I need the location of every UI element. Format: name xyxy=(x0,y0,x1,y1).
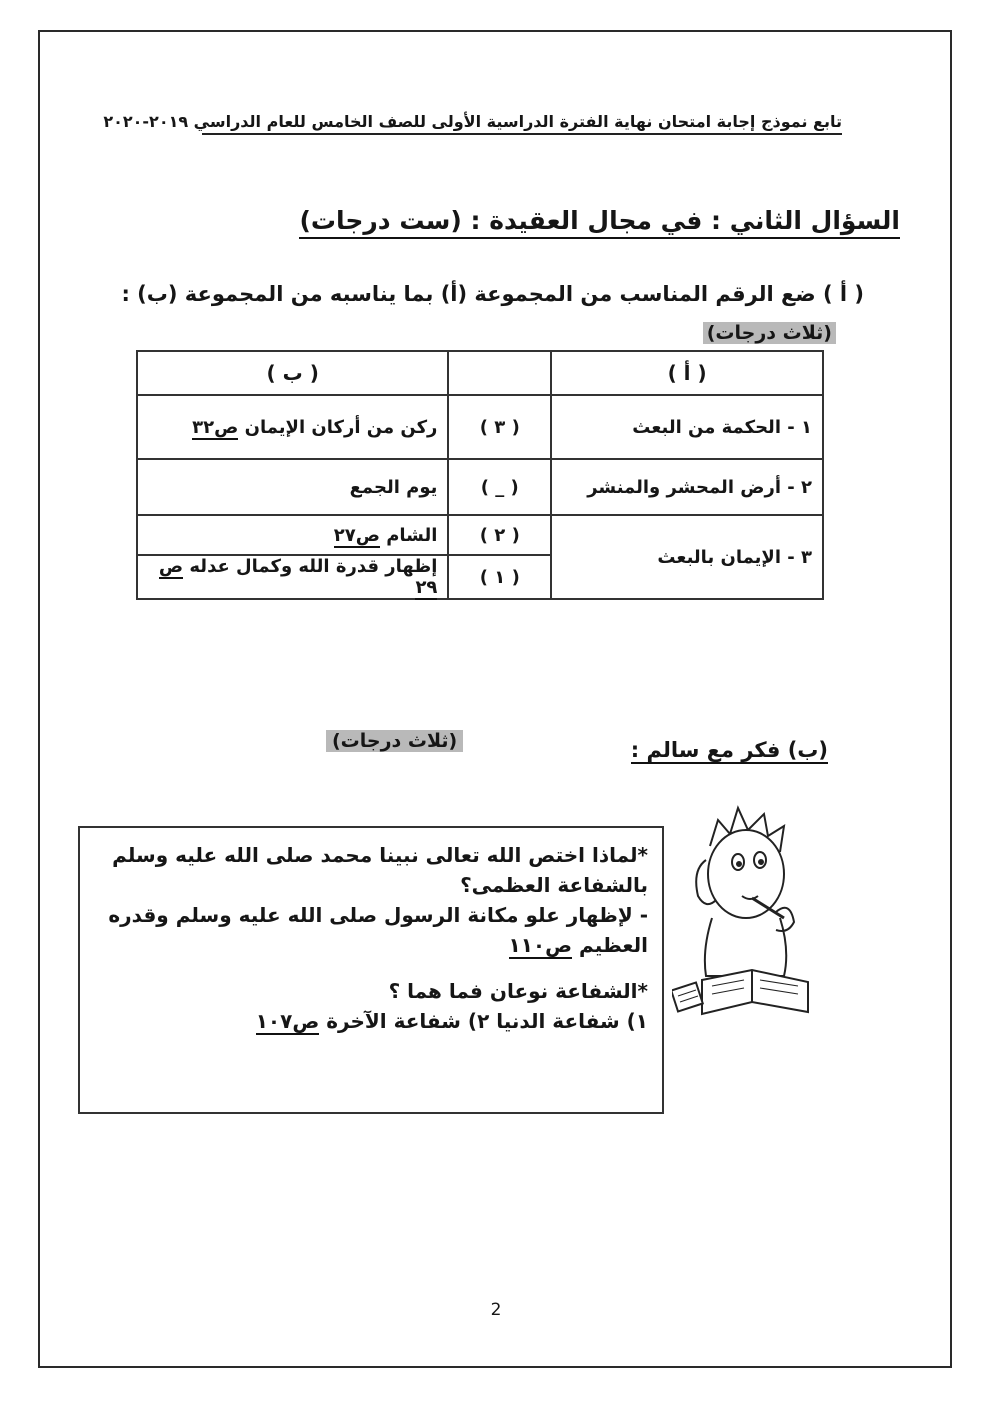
page-ref: ص ٢٩ xyxy=(158,556,438,598)
part-b-marks: (ثلاث درجات) xyxy=(326,730,463,752)
group-b-item xyxy=(137,515,448,555)
page-ref: ص١١٠ xyxy=(508,933,573,957)
question-title: السؤال الثاني : في مجال العقيدة : (ست درجات) xyxy=(299,206,900,239)
question-1: *لماذا اختص الله تعالى نبينا محمد صلى الله عليه وسلم بالشفاعة العظمى؟ xyxy=(112,843,648,897)
matching-table xyxy=(136,350,824,600)
group-b-text: ركن من أركان الإيمان xyxy=(238,416,438,438)
answer-cell: ( ٢ ) xyxy=(448,515,551,555)
answer-cell: ( ٣ ) xyxy=(448,395,551,459)
group-b-item xyxy=(137,395,448,459)
part-a-marks: (ثلاث درجات) xyxy=(703,322,836,344)
table-row xyxy=(137,515,823,555)
answer-cell: ( _ ) xyxy=(448,459,551,515)
group-b-item xyxy=(137,459,448,515)
answer-box xyxy=(78,826,664,1114)
header-answer xyxy=(448,351,551,395)
group-a-item: ١ - الحكمة من البعث xyxy=(551,395,823,459)
page-ref: ص١٠٧ xyxy=(255,1009,320,1033)
page-header: تابع نموذج إجابة امتحان نهاية الفترة الدراسية الأولى للصف الخامس للعام الدراسي ٢٠١٩-٢٠٢٠ xyxy=(202,112,842,135)
page-number: 2 xyxy=(490,1300,502,1320)
page-ref: ص٢٧ xyxy=(333,524,380,546)
header-group-a: ( أ ) xyxy=(551,351,823,395)
page-ref: ص٣٢ xyxy=(192,416,239,438)
table-row xyxy=(137,395,823,459)
group-a-item: ٣ - الإيمان بالبعث xyxy=(551,515,823,599)
header-group-b: ( ب ) xyxy=(137,351,448,395)
table-row xyxy=(137,459,823,515)
group-b-item xyxy=(137,555,448,599)
group-b-text: إظهار قدرة الله وكمال عدله xyxy=(183,556,438,577)
answer-2 xyxy=(94,1006,648,1036)
part-b-title: (ب) فكر مع سالم : xyxy=(630,738,828,762)
answer-2-text: ١) شفاعة الدنيا ٢) شفاعة الآخرة xyxy=(319,1009,648,1033)
answer-1-text: - لإظهار علو مكانة الرسول صلى الله عليه وسلم وقدره العظيم xyxy=(108,903,648,957)
group-a-item: ٢ - أرض المحشر والمنشر xyxy=(551,459,823,515)
group-b-text: الشام xyxy=(379,524,438,546)
answer-1 xyxy=(94,900,648,960)
thinking-student-illustration xyxy=(672,800,822,1026)
group-b-text: يوم الجمع xyxy=(349,476,438,498)
answer-cell: ( ١ ) xyxy=(448,555,551,599)
part-a-instruction: ( أ ) ضع الرقم المناسب من المجموعة (أ) بما يناسبه من المجموعة (ب) : xyxy=(121,282,864,306)
question-2: *الشفاعة نوعان فما هما ؟ xyxy=(388,979,648,1003)
table-header-row xyxy=(137,351,823,395)
